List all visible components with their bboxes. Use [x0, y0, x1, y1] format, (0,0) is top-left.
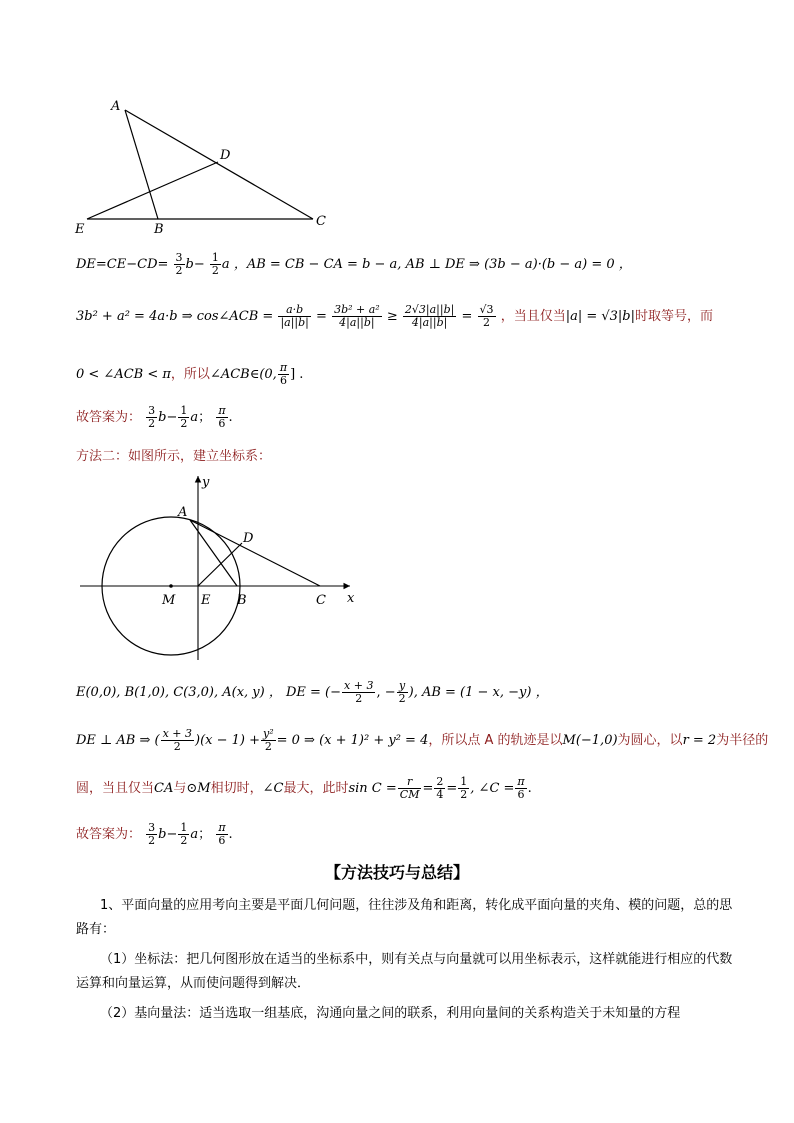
- label-C: C: [316, 214, 326, 229]
- fraction-1-2: $\frac{1}{2}$: [211, 251, 219, 277]
- de-expression: DE=CE−CD=: [76, 257, 169, 272]
- circle-equation: = 0 ⇒ (x + 1)² + y² = 4: [276, 733, 429, 748]
- fraction-expanded: $\frac{\text{3b² + a²}}{4|a||b|}$: [334, 303, 380, 329]
- circle-symbol: ⊙M: [186, 781, 211, 796]
- answer-line-2: [76, 822, 233, 847]
- fraction-pi-6: $\frac{\pi}{6}$: [218, 404, 226, 430]
- section-title: 【方法技巧与总结】: [324, 863, 469, 882]
- equals-sign: =: [461, 309, 473, 324]
- segment-ED: [198, 543, 242, 586]
- tangent-text-1: 圆，当且仅当: [76, 781, 155, 796]
- separator: ；: [198, 410, 212, 425]
- range-end: ] .: [290, 367, 304, 382]
- de-vector: DE = (−: [285, 685, 342, 700]
- product-term: )(x − 1) +: [195, 733, 260, 748]
- tangent-text-3: 相切时，: [210, 781, 263, 796]
- coordinate-figure: [74, 472, 374, 664]
- tangent-text-4: 最大，此时: [283, 781, 349, 796]
- vector-b: b: [185, 257, 194, 272]
- fraction-x-plus-3: $\frac{x + 3}{2}$: [344, 679, 374, 705]
- equality-condition-tail: 时取等号，而: [635, 309, 714, 324]
- angle-c-value: , ∠C =: [470, 781, 515, 796]
- angle-c: ∠C: [262, 781, 284, 796]
- label-D: D: [243, 531, 254, 546]
- perpendicular-condition: DE ⊥ AB ⇒ (: [76, 733, 160, 748]
- answer-end: .: [228, 827, 233, 842]
- locus-text: ，所以点 A 的轨迹是以: [428, 733, 563, 748]
- cosine-line: [76, 304, 713, 329]
- angle-range: ∠ACB∈(0,: [209, 367, 277, 382]
- label-D: D: [220, 148, 231, 163]
- fraction-y-2: $\frac{y}{2}$: [398, 679, 406, 705]
- label-E: E: [75, 222, 85, 235]
- equals-sign: =: [316, 309, 327, 324]
- label-M: M: [162, 593, 176, 608]
- segment-AB: [190, 520, 237, 586]
- vector-a: a: [190, 410, 199, 425]
- vector-b: b: [158, 827, 167, 842]
- tangent-text-2: 与: [173, 781, 187, 796]
- answer-line-1: [76, 405, 233, 430]
- label-A: A: [178, 505, 188, 520]
- label-y: y: [202, 475, 210, 490]
- therefore-text: ，所以: [170, 367, 210, 382]
- fraction-1-2: $\frac{1}{2}$: [180, 404, 188, 430]
- fraction-1-2: $\frac{1}{2}$: [460, 775, 468, 801]
- segment-ED: [87, 162, 218, 219]
- vector-a: a: [190, 827, 199, 842]
- ge-sign: ≥: [386, 309, 398, 324]
- fraction-x-plus-3: $\frac{x + 3}{2}$: [162, 727, 192, 753]
- angle-inequality: 0 < ∠ACB < π: [76, 367, 171, 382]
- method-two-heading: 方法二：如图所示，建立坐标系：: [76, 449, 272, 464]
- equals-sign: =: [446, 781, 458, 796]
- fraction-y2-2: $\frac{\text{y²}}{2}$: [263, 727, 274, 753]
- label-E: E: [201, 593, 211, 608]
- vector-a: a: [221, 257, 230, 272]
- fraction-3-2: $\frac{3}{2}$: [148, 404, 156, 430]
- equality-condition: |a| = √3|b|: [565, 309, 636, 324]
- radius-value: r = 2: [682, 733, 717, 748]
- answer-label: 故答案为：: [76, 827, 142, 842]
- fraction-sqrt3-2: $\frac{√3}{2}$: [479, 303, 494, 329]
- radius-text: 为半径的: [716, 733, 769, 748]
- segment-AC: [190, 520, 320, 586]
- ab-vector: ), AB = (1 − x, −y) ，: [408, 685, 549, 700]
- equals-sign: =: [422, 781, 434, 796]
- angle-range-line: [76, 362, 303, 387]
- point-M: [169, 584, 173, 588]
- sentence-end: .: [527, 781, 532, 796]
- fraction-am-gm: $\frac{2√3|a||b|}{4|a||b|}$: [404, 303, 455, 329]
- locus-line: [76, 728, 768, 753]
- triangle-figure: [70, 95, 350, 235]
- cosine-expression: 3b² + a² = 4a·b ⇒ cos∠ACB =: [76, 309, 274, 324]
- coordinates-line: [76, 680, 549, 705]
- label-x: x: [347, 591, 355, 606]
- point-coordinates: E(0,0), B(1,0), C(3,0), A(x, y) ，: [76, 685, 282, 700]
- fraction-pi-6: $\frac{\pi}{6}$: [279, 361, 288, 387]
- summary-paragraph-1: 1、平面向量的应用考向主要是平面几何问题，往往涉及角和距离，转化成平面向量的夹角、模的问题，总的思路有：: [76, 898, 733, 937]
- center-text: 为圆心，以: [617, 733, 683, 748]
- label-C: C: [316, 593, 326, 608]
- fraction-pi-6: $\frac{\pi}{6}$: [218, 821, 226, 847]
- fraction-2-4: $\frac{2}{4}$: [436, 775, 444, 801]
- summary-paragraph-3: （2）基向量法：适当选取一组基底，沟通向量之间的联系，利用向量间的关系构造关于未知量的方程: [100, 1006, 681, 1021]
- comma-minus: , −: [376, 685, 396, 700]
- fraction-pi-6: $\frac{\pi}{6}$: [517, 775, 525, 801]
- equality-condition-text: ，当且仅当: [500, 309, 566, 324]
- ab-perpendicular-expression: ，AB = CB − CA = b − a, AB ⊥ DE ⇒ (3b − a)·(b − a) = 0 ，: [233, 257, 632, 272]
- answer-label: 故答案为：: [76, 410, 142, 425]
- center-point: M(−1,0): [562, 733, 618, 748]
- tangent-line: [76, 776, 532, 801]
- vector-b: b: [158, 410, 167, 425]
- answer-end: .: [228, 410, 233, 425]
- fraction-3-2: $\frac{3}{2}$: [148, 821, 156, 847]
- separator: ；: [198, 827, 212, 842]
- label-A: A: [111, 99, 121, 114]
- fraction-dot-product: $\frac{a\cdot b}{|a||b|}$: [280, 303, 309, 329]
- minus-sign: −: [166, 410, 178, 425]
- label-B: B: [154, 222, 164, 235]
- fraction-1-2: $\frac{1}{2}$: [180, 821, 188, 847]
- label-B: B: [237, 593, 247, 608]
- minus-sign: −: [193, 257, 205, 272]
- summary-paragraph-2: （1）坐标法：把几何图形放在适当的坐标系中，则有关点与向量就可以用坐标表示，这样就能进行相应的代数运算和向量运算，从而使问题得到解决．: [76, 952, 733, 991]
- minus-sign: −: [166, 827, 178, 842]
- sine-expression: sin C =: [348, 781, 397, 796]
- fraction-r-cm: $\frac{r}{CM}$: [399, 775, 420, 801]
- fraction-3-2: $\frac{3}{2}$: [175, 251, 183, 277]
- segment-ca: CA: [154, 781, 174, 796]
- vector-expression-line-1: [76, 252, 632, 277]
